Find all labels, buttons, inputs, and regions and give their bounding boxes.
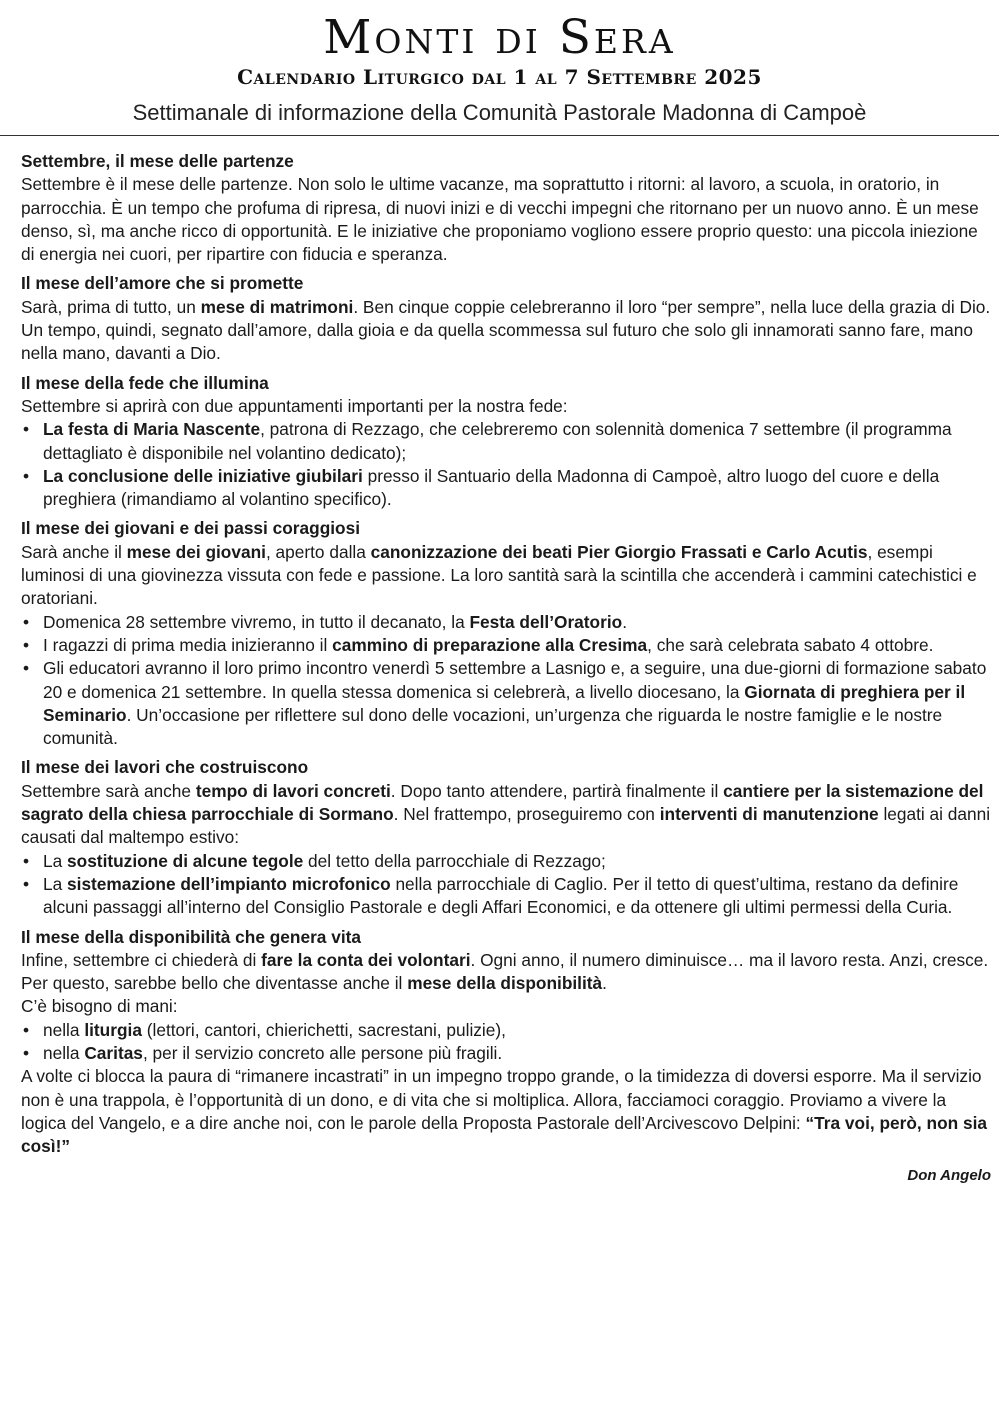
newsletter-title: Monti di Sera [323,10,676,65]
text-run: . Un’occasione per riflettere sul dono delle vocazioni, un’urgenza che riguarda le nostre famiglie e le nostre comunità. [43,704,943,749]
text-run: Domenica 28 settembre vivremo, in tutto il decanato, la [43,611,470,632]
bold-text: sostituzione di alcune tegole [67,850,304,871]
text-run: . Nel frattempo, proseguiremo con [393,804,660,825]
article-section [21,150,991,266]
bold-text: tempo di lavori concreti [195,780,391,801]
section-heading: Settembre, il mese delle partenze [21,151,294,171]
text-run: . Dopo tanto attendere, partirà finalmente il [390,780,724,801]
section-heading: Il mese dei giovani e dei passi coraggiosi [21,518,361,539]
article-section [21,926,991,1159]
text-run: . Ogni anno, il numero diminuisce… ma il lavoro resta. Anzi, cresce. Per questo, sarebbe bello che diventasse anche il [21,949,989,994]
bold-text: “Tra voi, però, non sia così!” [21,1112,988,1157]
text-run: presso il Santuario della Madonna di Campoè, altro luogo del cuore e della preghiera (rimandiamo al volantino specifico). [43,465,940,510]
bullet-list [21,611,991,751]
bold-text: mese di matrimoni [200,296,354,317]
section-heading: Il mese dell’amore che si promette [21,273,304,294]
text-run: Sarà anche il [21,541,127,562]
bullet-item [21,850,991,873]
article-sections [21,150,991,1158]
text-run: . [622,611,627,632]
bullet-item [21,657,991,750]
text-run: (lettori, cantori, chierichetti, sacrestani, pulizie), [141,1019,506,1040]
bold-text: Giornata di preghiera per il Seminario [43,681,966,725]
bullet-item [21,634,991,657]
text-run: , per il servizio concreto alle persone più fragili. [142,1042,503,1063]
text-run: Infine, settembre ci chiederà di [21,949,262,970]
text-run: nella parrocchiale di Caglio. Per il tetto di quest’ultima, restano da definire alcuni passaggi all’interno del Consiglio Pastorale e degli Affari Economici, e da ottenere gli ultimi permessi della Curia. [43,873,959,918]
text-run: , patrona di Rezzago, che celebreremo con solennità domenica 7 settembre (il programma dettagliato è disponibile nel volantino dedicato); [43,419,952,463]
bullet-item [21,1019,991,1042]
bold-text: canonizzazione dei beati Pier Giorgio Frassati e Carlo Acutis [370,541,868,562]
bullet-item [21,1042,991,1065]
text-run: Settembre sarà anche [21,780,196,801]
text-run: , che sarà celebrata sabato 4 ottobre. [647,634,934,655]
bold-text: mese dei giovani [126,541,266,562]
bold-text: cammino di preparazione alla Cresima [332,634,648,655]
bold-text: La conclusione delle iniziative giubilari [43,465,363,486]
bold-text: fare la conta dei volontari [261,949,471,970]
bold-text: cantiere per la sistemazione del sagrato della chiesa parrocchiale di Sormano [21,780,984,825]
bold-text: La festa di Maria Nascente [43,419,261,440]
text-run: Settembre si aprirà con due appuntamenti importanti per la nostra fede: [21,395,568,416]
bold-text: mese della disponibilità [407,973,603,994]
section-paragraph [21,949,991,996]
bullet-item [21,873,991,920]
text-run: . [602,973,607,994]
text-run: nella [43,1042,85,1063]
article-section [21,272,991,365]
bold-text: sistemazione dell’impianto microfonico [67,873,391,894]
section-heading: Il mese della disponibilità che genera vita [21,926,361,947]
text-run: . Ben cinque coppie celebreranno il loro “per sempre”, nella luce della grazia di Dio. Un tempo, quindi, segnato dall’amore, dalla gioia e da quella scommessa sul futuro che solo gli innamorati sanno fare, mano nella mano, davanti a Dio. [21,296,991,364]
text-run: A volte ci blocca la paura di “rimanere incastrati” in un impegno troppo grande, o la timidezza di doversi esporre. Ma il servizio non è una trappola, è l’opportunità di un dono, e di vita che si moltiplica. Allora, facciamoci coraggio. Proviamo a vivere la logica del Vangelo, e a dire anche noi, con le parole della Proposta Pastorale dell’Arcivescovo Delpini: [21,1066,982,1133]
article-section [21,517,991,750]
text-run: C’è bisogno di mani: [21,996,178,1017]
bold-text: Caritas [84,1042,143,1063]
section-paragraph [21,395,991,418]
signature: Don Angelo [907,1167,991,1185]
text-run: La [43,850,68,871]
article-body [21,150,991,1188]
header-divider [0,135,999,136]
bullet-item [21,465,991,512]
calendar-subtitle: Calendario Liturgico dal 1 al 7 Settembre 2025 [237,65,762,89]
bullet-list [21,850,991,920]
text-run: nella [43,1019,85,1040]
bold-text: interventi di manutenzione [659,804,879,825]
text-run: , aperto dalla [265,541,371,562]
bullet-list [21,1019,991,1066]
newsletter-tagline: Settimanale di informazione della Comunità Pastorale Madonna di Campoè [132,100,867,125]
article-section [21,372,991,512]
bullet-list [21,418,991,511]
section-paragraph [21,780,991,850]
bold-text: liturgia [84,1019,142,1040]
section-heading: Il mese della fede che illumina [21,372,269,393]
article-section [21,756,991,919]
section-paragraph [21,541,991,611]
section-heading: Il mese dei lavori che costruiscono [21,757,309,778]
text-run: legati ai danni causati dal maltempo estivo: [21,804,991,848]
closing-paragraph [21,1065,991,1158]
text-run: I ragazzi di prima media inizieranno il [43,634,333,655]
bullet-item [21,418,991,465]
bullet-item [21,611,991,634]
text-run: Sarà, prima di tutto, un [21,296,201,317]
text-run: Gli educatori avranno il loro primo incontro venerdì 5 settembre a Lasnigo e, a seguire, una due-giorni di formazione sabato 20 e domenica 21 settembre. In quella stessa domenica si celebrerà, a livello diocesano, la [43,658,987,702]
section-paragraph [21,995,991,1018]
bold-text: Festa dell’Oratorio [469,611,623,632]
text-run: , esempi luminosi di una giovinezza vissuta con fede e passione. La loro santità sarà la scintilla che accenderà i cammini catechistici e oratoriani. [21,541,977,609]
section-paragraph [21,173,991,266]
section-paragraph [21,296,991,366]
text-run: del tetto della parrocchiale di Rezzago; [303,850,606,871]
text-run: La [43,873,68,894]
text-run: Settembre è il mese delle partenze. Non solo le ultime vacanze, ma soprattutto i ritorni: al lavoro, a scuola, in oratorio, in parrocchia. È un tempo che profuma di ripresa, di nuovi inizi e di vecchi impegni che ritornano per un nuovo anno. È un mese denso, sì, ma anche ricco di opportunità. E le iniziative che proponiamo vogliono essere proprio questo: una piccola iniezione di energia nei cuori, per ripartire con fiducia e speranza. [21,174,979,265]
